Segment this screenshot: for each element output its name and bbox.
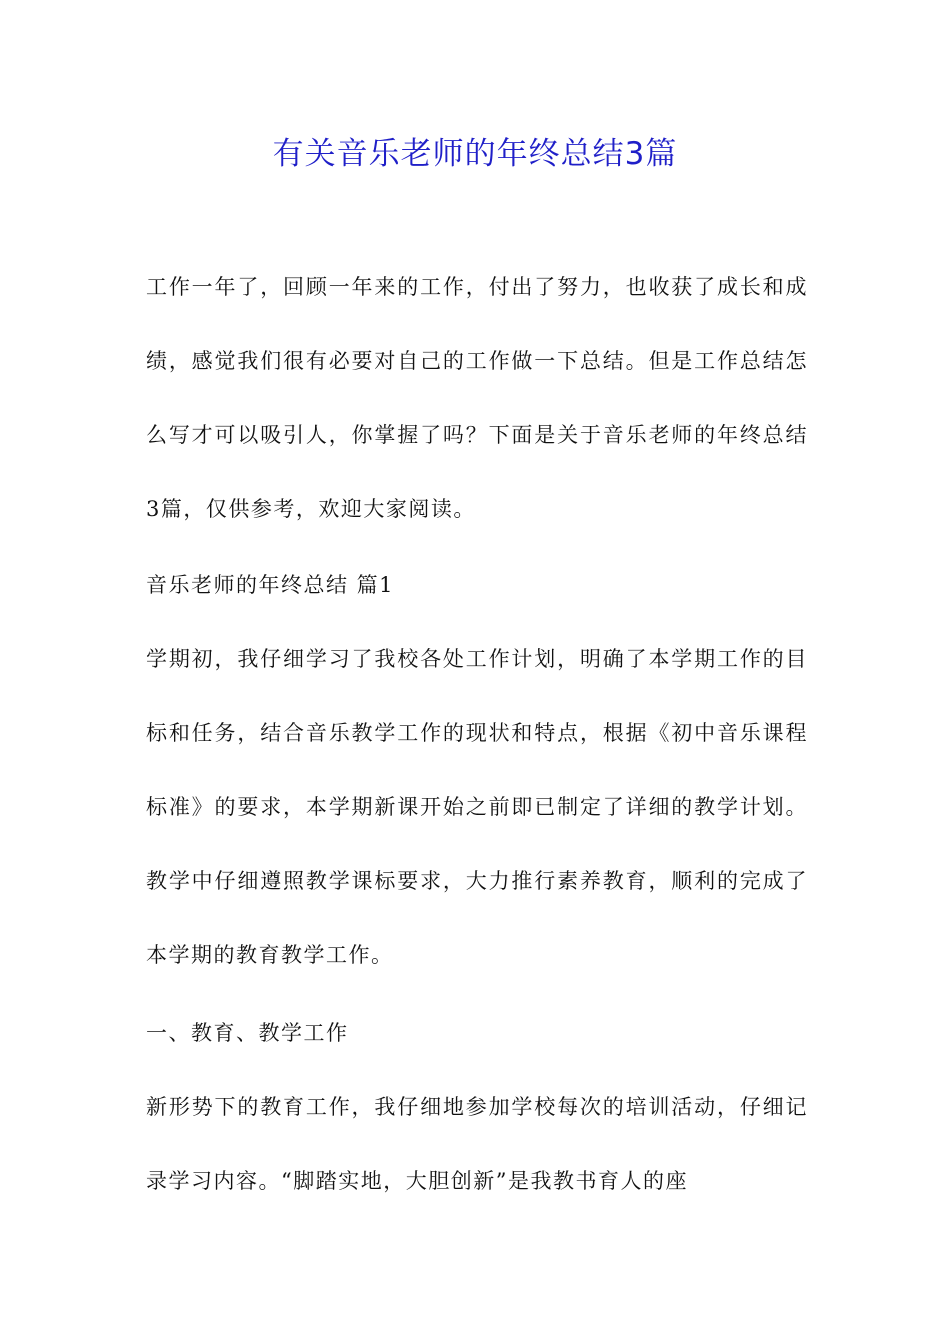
document-title: 有关音乐老师的年终总结3篇 [272, 136, 678, 172]
section1-heading: 一、教育、教学工作 [146, 1021, 349, 1045]
section1-block [146, 1070, 808, 1218]
intro-paragraph: 工作一年了，回顾一年来的工作，付出了努力，也收获了成长和成绩，感觉我们很有必要对自己的工作做一下总结。但是工作总结怎么写才可以吸引人，你掌握了吗？下面是关于音乐老师的年终总结3篇，仅供参考，欢迎大家阅读。 [146, 275, 808, 521]
article1-paragraph: 学期初，我仔细学习了我校各处工作计划，明确了本学期工作的目标和任务，结合音乐教学工作的现状和特点，根据《初中音乐课程标准》的要求，本学期新课开始之前即已制定了详细的教学计划。教学中仔细遵照教学课标要求，大力推行素养教育，顺利的完成了本学期的教育教学工作。 [146, 647, 808, 967]
article1-heading-block [146, 548, 808, 622]
section1-paragraph: 新形势下的教育工作，我仔细地参加学校每次的培训活动，仔细记录学习内容。“脚踏实地，大胆创新”是我教书育人的座 [146, 1095, 808, 1193]
intro-block [146, 250, 808, 546]
section1-heading-block [146, 996, 808, 1070]
article1-heading: 音乐老师的年终总结 篇1 [146, 573, 395, 597]
article1-block [146, 622, 808, 992]
